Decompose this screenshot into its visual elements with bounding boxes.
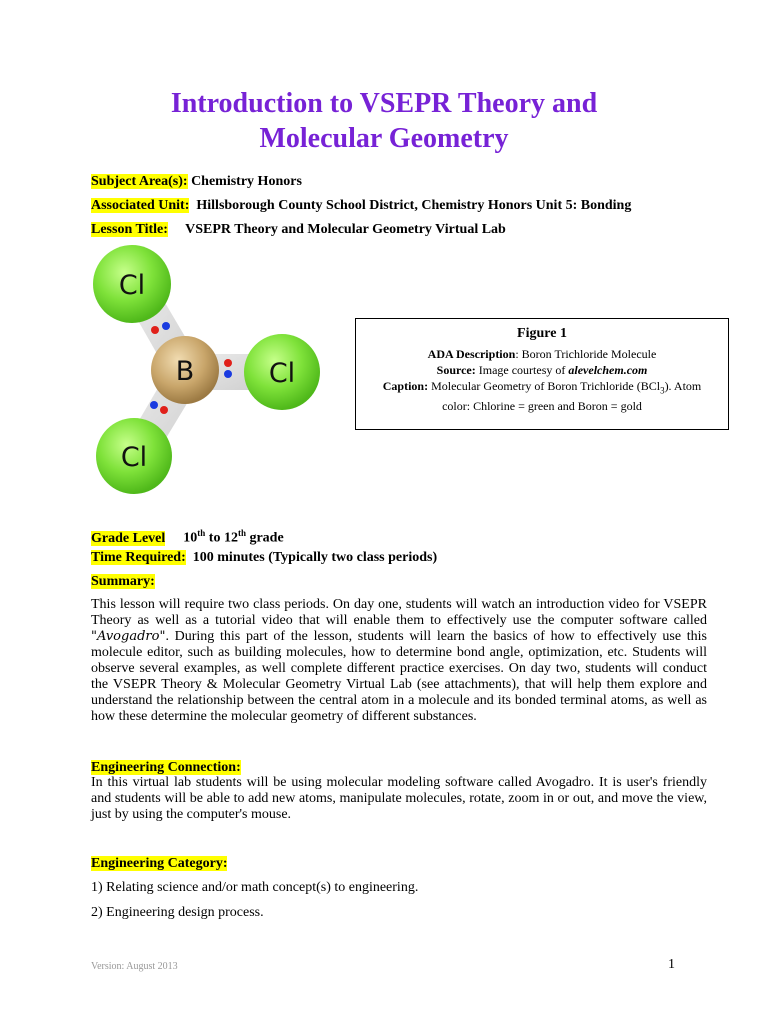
- atom-label-cl-right: Cl: [268, 358, 296, 389]
- subject-area-label: Subject Area(s):: [91, 174, 188, 189]
- electron-blue: [224, 370, 232, 378]
- figure-caption-subscript: 3: [660, 385, 665, 396]
- time-required-label: Time Required:: [91, 550, 186, 565]
- subject-area-row: [91, 173, 302, 191]
- engineering-connection-paragraph: In this virtual lab students will be using molecular modeling software called Avogadro. It is user's friendly and students will be able to add new atoms, manipulate molecules, rotate, zoom in or out, and move the view, just by using the computer's mouse.: [91, 775, 707, 822]
- electron-blue: [162, 322, 170, 330]
- figure-ada-description: [356, 346, 728, 362]
- lesson-title-label: Lesson Title:: [91, 222, 168, 237]
- figure-ada-label: ADA Description: [427, 347, 516, 361]
- figure-caption-value: Molecular Geometry of Boron Trichloride (BCl: [428, 379, 661, 393]
- figure-source-label: Source:: [436, 363, 476, 377]
- figure-caption-box: [355, 318, 729, 430]
- associated-unit-row: [91, 197, 631, 215]
- page-title-line-1: Introduction to VSEPR Theory and: [170, 88, 598, 119]
- footer-version: Version: August 2013: [91, 961, 178, 972]
- boron-trichloride-molecule-image: [88, 244, 328, 494]
- grade-level-value-mid: to 12: [205, 530, 238, 546]
- associated-unit-value: Hillsborough County School District, Chemistry Honors Unit 5: Bonding: [189, 198, 632, 213]
- summary-heading-row: [91, 573, 155, 591]
- electron-red: [160, 406, 168, 414]
- grade-level-row: [91, 524, 284, 548]
- engineering-category-heading-row: [91, 855, 227, 873]
- atom-label-b: B: [175, 356, 195, 387]
- engineering-connection-label: Engineering Connection:: [91, 760, 241, 775]
- page-title: [0, 86, 768, 156]
- electron-red: [224, 359, 232, 367]
- summary-text-before: This lesson will require two class periods. On day one, students will watch an introduction video for VSEPR Theory as well as a tutorial video that will enable them to effectively use the computer software called: [91, 597, 707, 628]
- time-required-row: [91, 549, 437, 567]
- lesson-title-row: [91, 221, 506, 239]
- grade-level-value-end: grade: [245, 530, 284, 546]
- grade-level-label: Grade Level: [91, 530, 166, 546]
- grade-level-value-a: 10: [183, 530, 198, 546]
- summary-label: Summary:: [91, 574, 155, 589]
- atom-label-cl-bottom: Cl: [120, 442, 148, 473]
- subject-area-value: Chemistry Honors: [187, 174, 302, 189]
- summary-paragraph: [91, 597, 707, 725]
- figure-caption-value-2: ). Atom color: Chlorine = green and Boron = gold: [442, 379, 702, 414]
- figure-ada-value: : Boron Trichloride Molecule: [515, 347, 657, 361]
- figure-title: Figure 1: [517, 326, 567, 341]
- electron-red: [151, 326, 159, 334]
- summary-software-name: "Avogadro": [91, 629, 166, 644]
- page-title-line-2: Molecular Geometry: [259, 123, 509, 154]
- figure-source-value: Image courtesy of: [475, 363, 569, 377]
- figure-caption-label: Caption:: [382, 379, 429, 393]
- grade-level-sup-b: th: [237, 528, 246, 538]
- footer-page-number: 1: [668, 957, 675, 972]
- figure-source-site: alevelchem.com: [568, 363, 648, 377]
- electron-blue: [150, 401, 158, 409]
- grade-level-sup-a: th: [197, 528, 206, 538]
- figure-source: [356, 362, 728, 378]
- engineering-category-item-2: 2) Engineering design process.: [91, 905, 264, 920]
- atom-label-cl-top: Cl: [118, 270, 146, 301]
- associated-unit-label: Associated Unit:: [91, 198, 190, 213]
- summary-text-after: . During this part of the lesson, students will learn the basics of how to effectively use this molecule editor, such as building molecules, how to determine bond angle, optimization, etc. Students will observe several examples, as well complete different practice exercises. On day two, students will conduct the VSEPR Theory & Molecular Geometry Virtual Lab (see attachments), that will help them explore and understand the relationship between the central atom in a molecule and its bonded terminal atoms, as well as how these determine the molecular geometry of different substances.: [91, 629, 707, 724]
- engineering-category-label: Engineering Category:: [91, 856, 228, 871]
- lesson-title-value: VSEPR Theory and Molecular Geometry Virtual Lab: [167, 222, 506, 237]
- time-required-value: 100 minutes (Typically two class periods): [185, 550, 438, 565]
- engineering-category-item-1: 1) Relating science and/or math concept(s) to engineering.: [91, 880, 419, 895]
- figure-caption: [356, 378, 728, 414]
